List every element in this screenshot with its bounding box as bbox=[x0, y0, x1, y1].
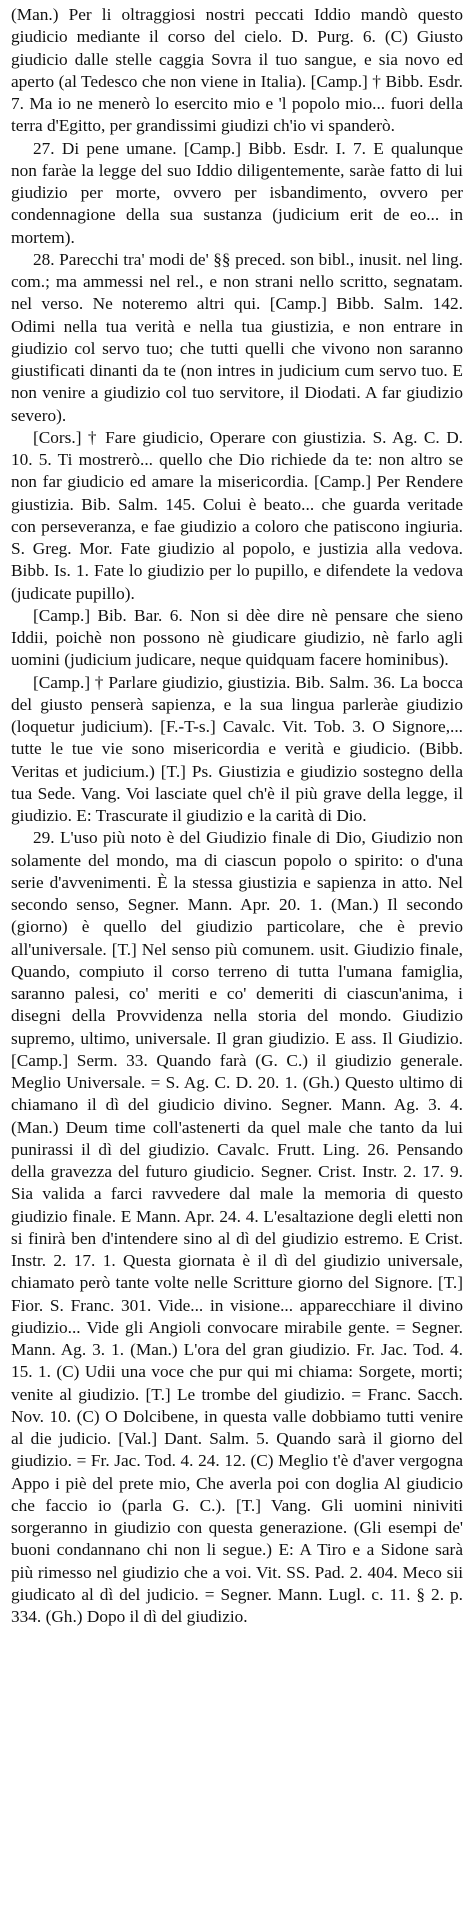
entry-paragraph: [Camp.] † Parlare giudizio, giustizia. Bib. Salm. 36. La bocca del giusto penserà sapienza, e la sua lingua parleràe giudizio (loquetur judicium). [F.-T-s.] Cavalc. Vit. Tob. 3. O Signore,... tutte le tue vie sono misericordia e verità e giudicio. (Bibb. Veritas et judicium.) [T.] Ps. Giustizia e giudizio sostegno della tua Sede. Vang. Voi lasciate quel ch'è il più grave della legge, il giudizio. E: Trascurate il giudizio e la carità di Dio. bbox=[11, 672, 463, 825]
entry-paragraph: (Man.) Per li oltraggiosi nostri peccati Iddio mandò questo giudicio mediante il corso del cielo. D. Purg. 6. (C) Giusto giudicio dalle stelle caggia Sovra il tuo sangue, e sia novo ed aperto (al Tedesco che non viene in Italia). [Camp.] † Bibb. Esdr. 7. Ma io ne menerò lo esercito mio e 'l popolo mio... fuori della terra d'Egitto, per grandissimi giudizi ch'io vi spanderò. bbox=[11, 5, 463, 136]
entry-paragraph: 29. L'uso più noto è del Giudizio finale di Dio, Giudizio non solamente del mondo, ma di ciascun popolo o spirito: o d'una serie d'avvenimenti. È la stessa giustizia e sapienza in atto. Nel secondo senso, Segner. Mann. Apr. 20. 1. (Man.) Il secondo (giorno) è quello del giudizio particolare, che è previo all'universale. [T.] Nel senso più comunem. usit. Giudizio finale, Quando, compiuto il corso terreno di tutta l'umana famiglia, saranno palesi, co' meriti e co' demeriti di ciascun'anima, i disegni della Provvidenza nella storia del mondo. Giudizio supremo, ultimo, universale. Il gran giudizio. E ass. Il Giudizio. [Camp.] Serm. 33. Quando farà (G. C.) il giudizio generale. Meglio Universale. = S. Ag. C. D. 20. 1. (Gh.) Questo ultimo di chiamano il dì del giudicio divino. Segner. Mann. Ag. 3. 4. (Man.) Deum time coll'astenerti da quel male che tanto da lui punirassi il dì del giudizio. Cavalc. Frutt. Ling. 26. Pensando della gravezza del futuro giudicio. Segner. Crist. Instr. 2. 17. 9. Sia valida a farci ravvedere dal male la memoria di questo giudizio finale. E Mann. Apr. 24. 4. L'esaltazione degli eletti non si finirà ben d'intendere sino al dì del giudizio estremo. E Crist. Instr. 2. 17. 1. Questa giornata è il dì del giudizio universale, chiamato però tante volte nelle Scritture giorno del Signore. [T.] Fior. S. Franc. 301. Vide... in visione... apparecchiare il divino giudizio... Vide gli Angioli convocare mirabile gente. = Segner. Mann. Ag. 3. 1. (Man.) L'ora del gran giudizio. Fr. Jac. Tod. 4. 15. 1. (C) Udii una voce che pur qui mi chiama: Sorgete, morti; venite al giudizio. [T.] Le trombe del giudizio. = Franc. Sacch. Nov. 10. (C) O Dolcibene, in questa valle dobbiamo tutti venire al die judicio. [Val.] Dant. Salm. 5. Quando sarà il giorno del giudizio. = Fr. Jac. Tod. 4. 24. 12. (C) Meglio t'è d'aver vergogna Appo i piè del prete mio, Che averla poi con doglia Al giudicio che faccio io (parla G. C.). [T.] Vang. Gli uomini niniviti sorgeranno in giudizio con questa generazione. (Gli esempi de' buoni condannano chi non li segue.) E: A Tiro e a Sidone sarà più rimesso nel giudizio che a voi. Vit. SS. Pad. 2. 404. Meco sii giudicato al dì del judicio. = Segner. Mann. Lugl. c. 11. § 2. p. 334. (Gh.) Dopo il dì del giudizio. bbox=[11, 828, 463, 1626]
entry-paragraph: 27. Di pene umane. [Camp.] Bibb. Esdr. I. 7. E qualunque non faràe la legge del suo Iddio diligentemente, saràe fatto di lui giudizio per morte, ovvero per isbandimento, ovvero per condennagione della sua sustanza (judicium erit de eo... in mortem). bbox=[11, 138, 463, 247]
entry-paragraph: [Camp.] Bib. Bar. 6. Non si dèe dire nè pensare che sieno Iddii, poichè non possono nè giudicare giudizio, nè farlo agli uomini (judicium judicare, neque quidquam facere hominibus). bbox=[11, 605, 463, 670]
entry-paragraph: [Cors.] † Fare giudicio, Operare con giustizia. S. Ag. C. D. 10. 5. Ti mostrerò... quello che Dio richiede da te: non altro se non far giudicio ed amare la misericordia. [Camp.] Per Rendere giustizia. Bib. Salm. 145. Colui è beato... che guarda veritade con perseveranza, e fae giudizio a coloro che patiscono ingiuria. S. Greg. Mor. Fate giudizio al popolo, e justizia alla vedova. Bibb. Is. 1. Fate lo giudizio per lo pupillo, e difendete la vedova (judicate pupillo). bbox=[11, 427, 463, 603]
entry-paragraph: 28. Parecchi tra' modi de' §§ preced. son bibl., inusit. nel ling. com.; ma ammessi nel rel., e non strani nello scritto, segnatam. nel verso. Ne noteremo altri qui. [Camp.] Bibb. Salm. 142. Odimi nella tua verità e nella tua giustizia, e non entrare in giudizio col servo tuo; che tutti quelli che vivono non saranno giustificati dinanti da te (non intres in judicium cum servo tuo. E non venire a giudizio col tuo servitore, il Diodati. A far giudizio severo). bbox=[11, 249, 463, 425]
